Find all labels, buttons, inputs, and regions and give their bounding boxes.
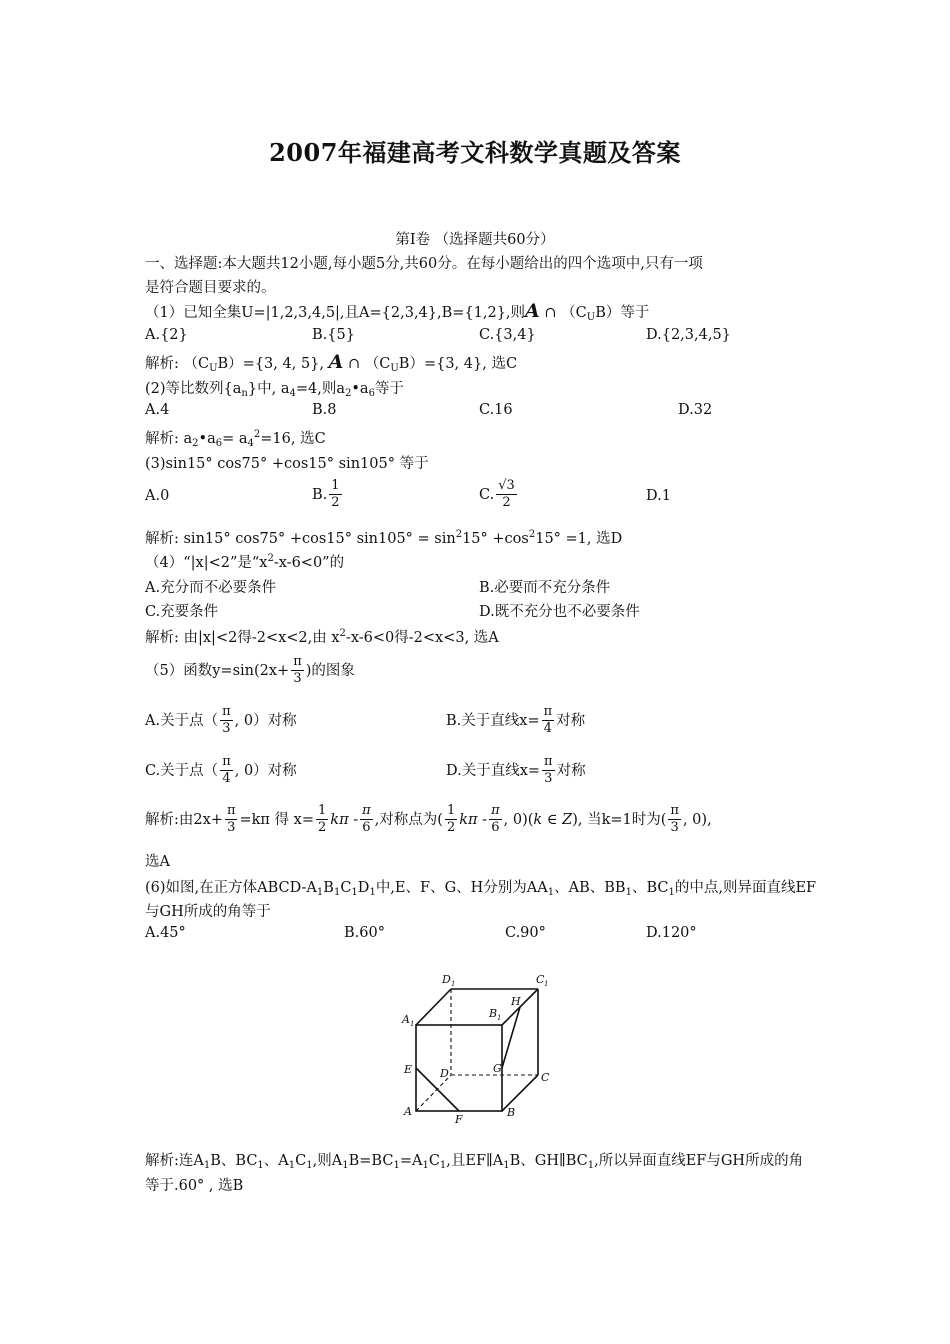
svg-text:1: 1 [451, 980, 456, 988]
q5-solution-end: 选A [145, 854, 170, 870]
q4-solution: 解析: 由|x|<2得-2<x<2,由 $x^2-x-6<0$得-2<x<3, 选A [145, 628, 499, 646]
q3-option-c: C. $\frac{√3}{2}$ [479, 478, 515, 511]
instructions-line-2: 是符合题目要求的。 [145, 280, 276, 296]
page-title: 2007年福建高考文科数学真题及答案 [269, 138, 681, 167]
label-d1: D [442, 973, 451, 986]
label-c: C [541, 1071, 550, 1084]
q6-solution-line-2: 等于.60° , 选B [145, 1178, 244, 1194]
label-g: G [493, 1062, 502, 1075]
q3-solution: 解析: sin15° cos75° +cos15° $\sin 105^\circ = \sin^215^\circ +\cos^215^\circ =1$, 选D [145, 529, 623, 547]
question-6-stem-line-2: 与GH所成的角等于 [145, 904, 271, 920]
cube-hidden-edge-ad [416, 1075, 451, 1111]
q4-option-b: B.必要而不充分条件 [479, 580, 611, 596]
q5-option-d: D.关于直线x= $\frac{\pi}{3}$ 对称 [446, 754, 586, 787]
question-5-stem: （5）函数y=sin(2x+ $\frac{\pi}{3}$ )的图象 [145, 654, 355, 687]
q6-solution-line-1: 解析:连$A_1B$、$BC_1$、$A_1C_1$,则$A_1B=BC_1=A_1C_1$,且$EF\parallel A_1B$、$GH\parallel BC_1$,所以异面直线EF与GH所成的角 [145, 1153, 804, 1171]
cube-figure [390, 965, 560, 1130]
q2-solution: 解析: $a_2•a_6= a_4^2=16$, 选C [145, 429, 326, 449]
question-1-stem: （1）已知全集U=|1,2,3,4,5|,且A={2,3,4},B={1,2},则A ∩ $(C_UB)$等于 [145, 300, 650, 323]
q2-option-c: C.16 [479, 402, 513, 418]
q6-option-b: B.60° [344, 925, 385, 941]
label-d: D [440, 1067, 449, 1080]
q4-option-d: D.既不充分也不必要条件 [479, 604, 640, 620]
label-c1: C [536, 973, 545, 986]
svg-text:1: 1 [410, 1020, 415, 1028]
q1-option-b: B.{5} [312, 327, 355, 343]
label-f: F [455, 1113, 463, 1126]
q3-option-b: B. $\frac{1}{2}$ [312, 478, 340, 511]
q5-option-c: C.关于点（ $\frac{\pi}{4}$ , 0）对称 [145, 754, 297, 787]
section-header: 第Ⅰ卷 （选择题共60分） [395, 232, 555, 248]
label-h: H [511, 995, 521, 1008]
cube-front-face [416, 1025, 502, 1111]
q2-option-b: B.8 [312, 402, 337, 418]
q2-option-a: A.4 [145, 402, 170, 418]
svg-text:1: 1 [544, 980, 549, 988]
label-e: E [404, 1063, 413, 1076]
q4-option-c: C.充要条件 [145, 604, 219, 620]
svg-text:1: 1 [497, 1014, 502, 1022]
question-2-stem: (2)等比数列$\{a_n\}$中, $a_4=4$,则$a_2•a_6$等于 [145, 381, 404, 399]
instructions-line-1: 一、选择题:本大题共12小题,每小题5分,共60分。在每小题给出的四个选项中,只有一项 [145, 256, 703, 272]
q3-option-d: D.1 [646, 488, 671, 504]
q4-option-a: A.充分而不必要条件 [145, 580, 277, 596]
q2-option-d: D.32 [678, 402, 713, 418]
question-4-stem: （4）“|x|<2”是“$x^2-x-6<0$”的 [145, 553, 345, 571]
q1-solution: 解析: $(C_UB)=\{3$, 4, 5}, A ∩ $(C_UB)=\{3$, 4}, 选C [145, 351, 518, 374]
q6-option-a: A.45° [145, 925, 186, 941]
q1-option-a: A.{2} [145, 327, 188, 343]
q3-option-a: A.0 [145, 488, 170, 504]
q5-option-b: B.关于直线x= $\frac{\pi}{4}$ 对称 [446, 704, 586, 737]
q6-option-c: C.90° [505, 925, 546, 941]
label-b: B [507, 1106, 516, 1119]
label-a: A [404, 1105, 412, 1118]
cube-edge-a1d1 [416, 989, 451, 1025]
question-3-stem: (3)sin15° cos75° +cos15° sin105° 等于 [145, 456, 429, 472]
label-a1: A [402, 1013, 410, 1026]
q5-solution: 解析:由2x+ $\frac{\pi}{3}$ =kπ 得 x= $\frac{1}{2}$ kπ - $\frac{\pi}{6}$ ,对称点为( $\frac{1}{2}$ kπ - $\frac{\pi}{6}$ , 0)(k ∈ Z), 当k=1时为( $\frac{\pi}{3}$ , 0), [145, 803, 712, 836]
label-b1: B [489, 1007, 498, 1020]
q1-option-c: C.{3,4} [479, 327, 536, 343]
question-6-stem-line-1: (6)如图,在正方体ABCD-$A_1B_1C_1D_1$中,E、F、G、H分别为$AA_1$、AB、$BB_1$、$BC_1$的中点,则异面直线EF [145, 880, 817, 898]
q1-option-d: D.{2,3,4,5} [646, 327, 731, 343]
q5-option-a: A.关于点（ $\frac{\pi}{3}$ , 0）对称 [145, 704, 297, 737]
q6-option-d: D.120° [646, 925, 697, 941]
